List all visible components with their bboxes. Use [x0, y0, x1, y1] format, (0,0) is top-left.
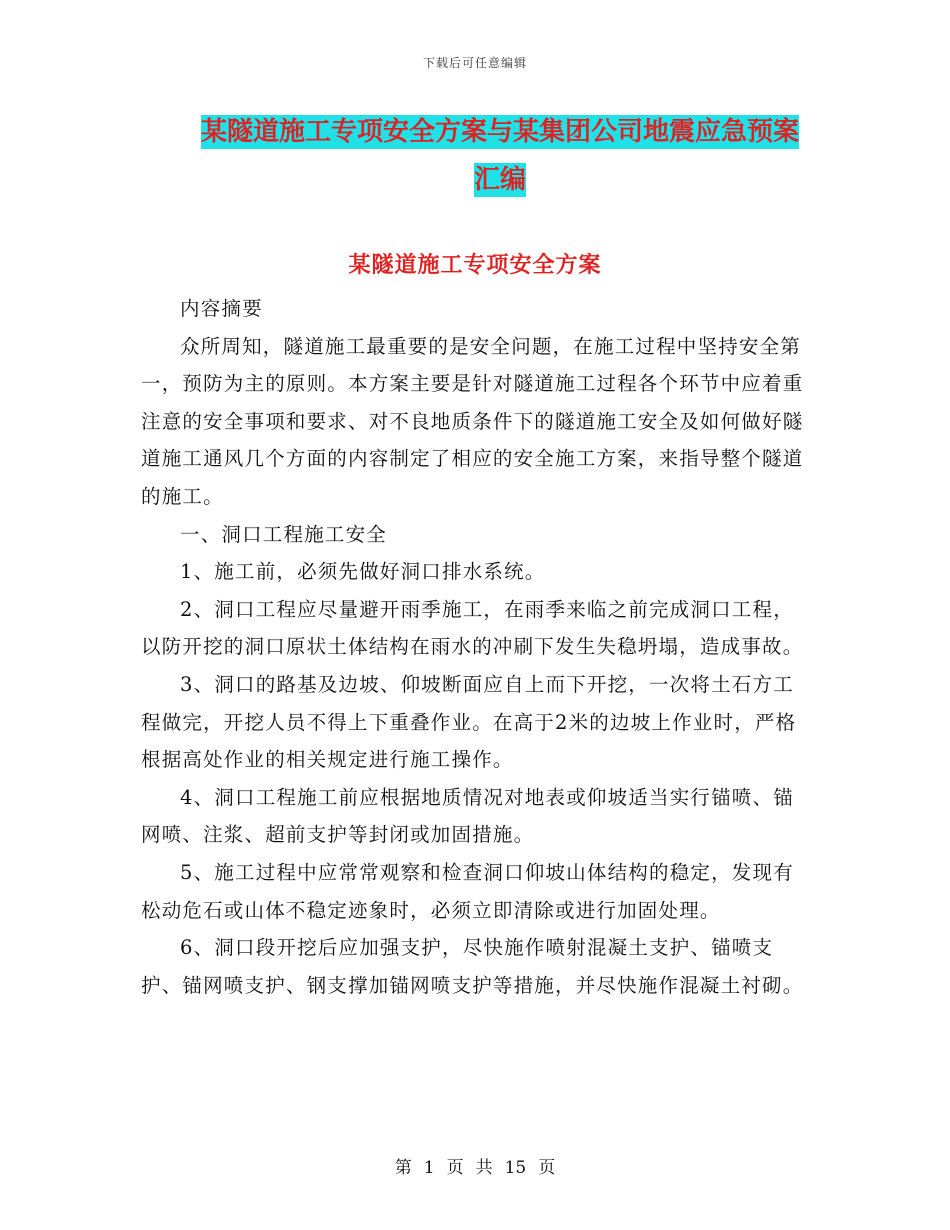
footer-total-unit: 页	[538, 1158, 556, 1178]
paragraph-item-2: 2、洞口工程应尽量避开雨季施工，在雨季来临之前完成洞口工程，以防开挖的洞口原状土体结构在雨水的冲刷下发生失稳坍塌，造成事故。	[141, 597, 804, 659]
paragraph-abstract-heading: 内容摘要	[180, 297, 263, 320]
paragraph-item-1: 1、施工前，必须先做好洞口排水系统。	[180, 560, 546, 584]
paragraph-heading-portal-safety: 一、洞口工程施工安全	[180, 522, 388, 546]
paragraph-item-6: 6、洞口段开挖后应加强支护，尽快施作喷射混凝土支护、锚喷支护、锚网喷支护、钢支撑加锚网喷支护等措施，并尽快施作混凝土衬砌。	[141, 936, 804, 997]
paragraph-item-3: 3、洞口的路基及边坡、仰坡断面应自上而下开挖，一次将土石方工程做完，开挖人员不得上下重叠作业。在高于2米的边坡上作业时，严格根据高处作业的相关规定进行施工操作。	[141, 672, 797, 772]
paragraph-item-4: 4、洞口工程施工前应根据地质情况对地表或仰坡适当实行锚喷、锚网喷、注浆、超前支护等封闭或加固措施。	[141, 785, 794, 847]
document-title-line1: 某隧道施工专项安全方案与某集团公司地震应急预案	[200, 117, 799, 147]
document-title	[140, 108, 860, 204]
header-note: 下载后可任意编辑	[422, 56, 527, 70]
page-footer	[0, 1153, 950, 1178]
footer-total-prefix: 共	[475, 1158, 493, 1178]
section-title: 某隧道施工专项安全方案	[348, 252, 602, 278]
footer-page-unit: 页	[446, 1158, 464, 1178]
paragraph-item-5: 5、施工过程中应常常观察和检查洞口仰坡山体结构的稳定，发现有松动危石或山体不稳定迹象时，必须立即清除或进行加固处理。	[141, 860, 794, 922]
footer-total-pages: 15	[504, 1158, 527, 1178]
document-body	[141, 290, 813, 1004]
paragraph-abstract: 众所周知，隧道施工最重要的是安全问题，在施工过程中坚持安全第一，预防为主的原则。本方案主要是针对隧道施工过程各个环节中应着重注意的安全事项和要求、对不良地质条件下的隧道施工安全及如何做好隧道施工通风几个方面的内容制定了相应的安全施工方案，来指导整个隧道的施工。	[141, 334, 804, 508]
document-title-line2: 汇编	[473, 165, 526, 195]
footer-page-number: 1	[423, 1158, 435, 1178]
footer-prefix: 第	[394, 1158, 412, 1178]
